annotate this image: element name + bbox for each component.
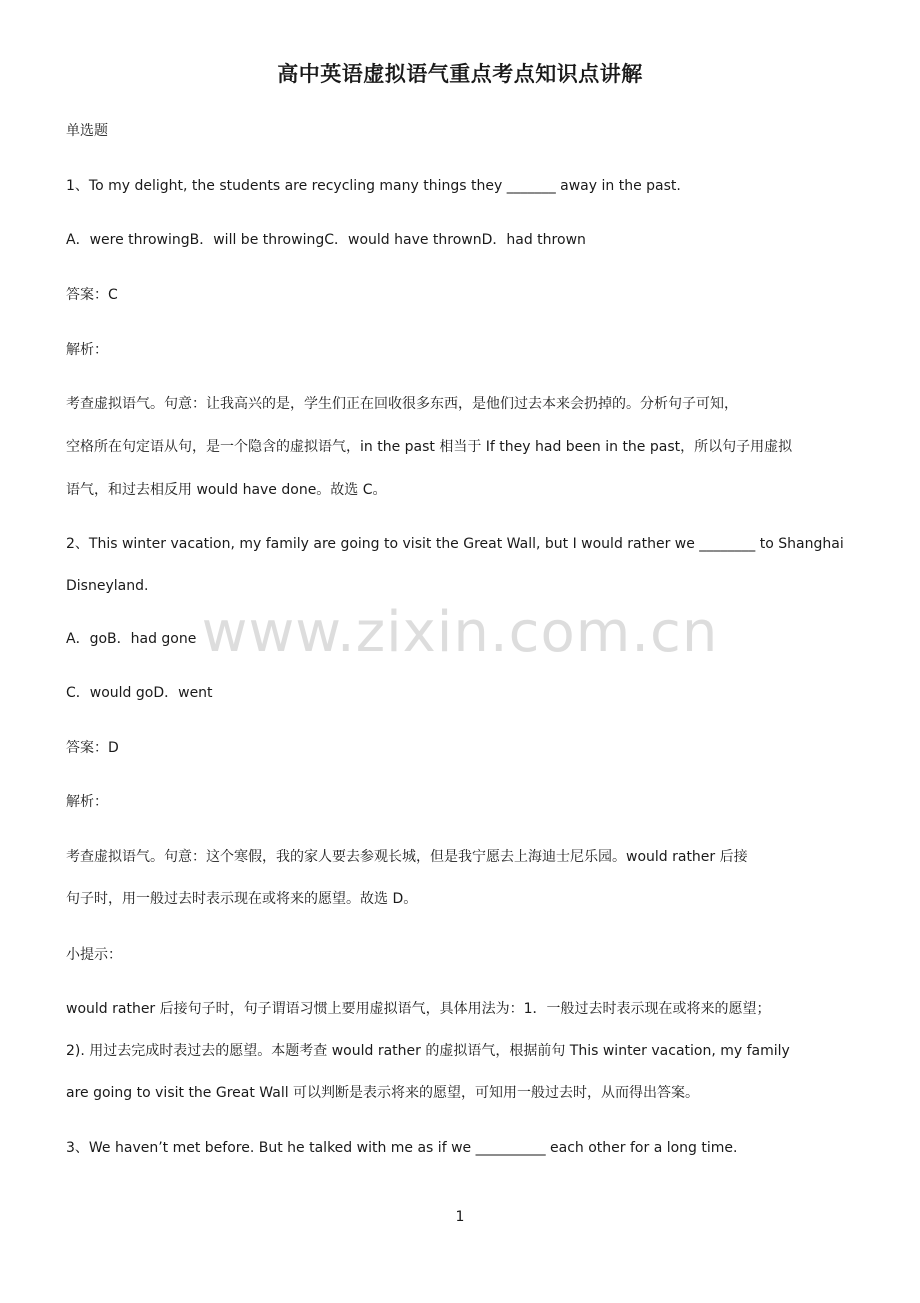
- question-1-analysis-line: 考查虚拟语气。句意：让我高兴的是，学生们正在回收很多东西，是他们过去本来会扔掉的。分析句子可知，: [66, 396, 738, 412]
- question-2-analysis-label: 解析：: [66, 794, 108, 810]
- question-1-stem: 1、To my delight, the students are recycling many things they _______ away in the past.: [66, 178, 681, 194]
- question-3-stem: 3、We haven’t met before. But he talked with me as if we __________ each other for a long time.: [66, 1140, 738, 1156]
- question-2-stem: 2、This winter vacation, my family are going to visit the Great Wall, but I would rather we ________ to Shanghai: [66, 536, 844, 552]
- question-1-analysis-label: 解析：: [66, 342, 108, 358]
- document-title: 高中英语虚拟语气重点考点知识点讲解: [277, 62, 643, 86]
- watermark: www.zixin.com.cn: [201, 600, 719, 665]
- question-2-tip-line: are going to visit the Great Wall 可以判断是表示将来的愿望，可知用一般过去时，从而得出答案。: [66, 1085, 700, 1101]
- question-2-stem-continued: Disneyland.: [66, 578, 149, 594]
- question-2-answer: 答案：D: [66, 740, 119, 756]
- section-label: 单选题: [66, 123, 108, 139]
- question-2-analysis-line: 考查虚拟语气。句意：这个寒假，我的家人要去参观长城，但是我宁愿去上海迪士尼乐园。would rather 后接: [66, 849, 748, 865]
- question-2-options-ab: A．goB．had gone: [66, 631, 197, 647]
- question-2-analysis-line: 句子时，用一般过去时表示现在或将来的愿望。故选 D。: [66, 891, 418, 907]
- question-1-answer: 答案：C: [66, 287, 118, 303]
- question-2-options-cd: C．would goD．went: [66, 685, 213, 701]
- question-2-tip-line: 2). 用过去完成时表过去的愿望。本题考查 would rather 的虚拟语气，根据前句 This winter vacation, my family: [66, 1043, 790, 1059]
- question-1-analysis-line: 空格所在句定语从句，是一个隐含的虚拟语气，in the past 相当于 If they had been in the past，所以句子用虚拟: [66, 439, 793, 455]
- question-1-analysis-line: 语气，和过去相反用 would have done。故选 C。: [66, 482, 387, 498]
- question-1-options: A．were throwingB．will be throwingC．would have thrownD．had thrown: [66, 232, 586, 248]
- page-number: 1: [455, 1209, 465, 1225]
- question-2-tip-line: would rather 后接句子时，句子谓语习惯上要用虚拟语气，具体用法为：1．一般过去时表示现在或将来的愿望；: [66, 1001, 771, 1017]
- question-2-tip-label: 小提示：: [66, 947, 122, 963]
